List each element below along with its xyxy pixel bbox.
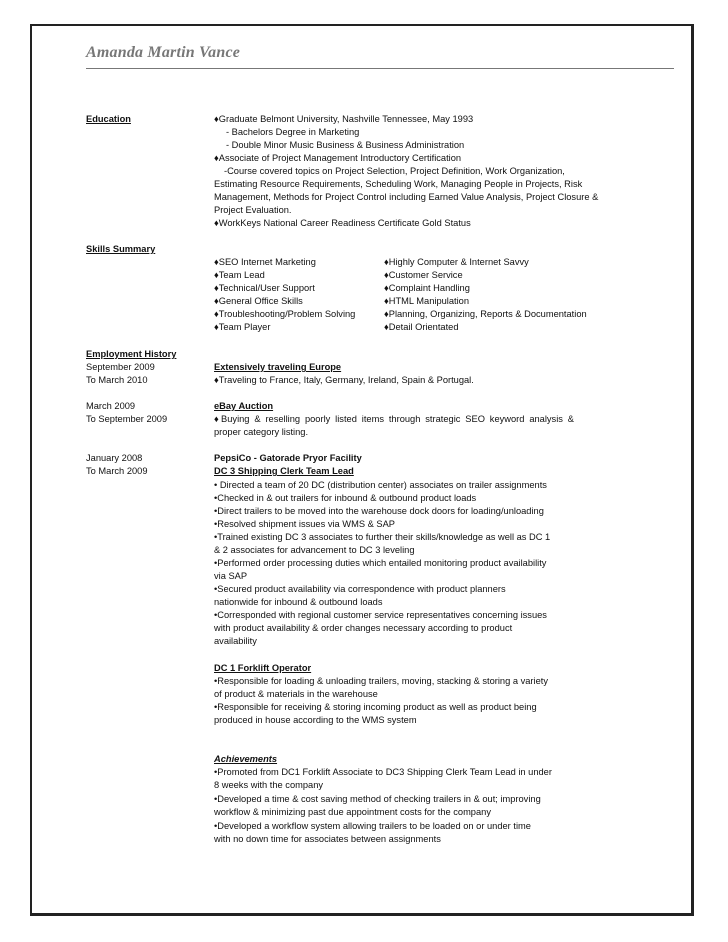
education-line: - Bachelors Degree in Marketing <box>226 127 360 137</box>
skill-item: ♦Team Lead <box>214 270 265 280</box>
skill-item: ♦SEO Internet Marketing <box>214 257 316 267</box>
job-line: •Resolved shipment issues via WMS & SAP <box>214 519 395 529</box>
job-line: •Performed order processing duties which entailed monitoring product availability <box>214 558 547 568</box>
skill-item: ♦General Office Skills <box>214 296 303 306</box>
job-line: •Responsible for receiving & storing incoming product as well as product being <box>214 702 537 712</box>
resume-name: Amanda Martin Vance <box>86 44 241 61</box>
job-title: DC 3 Shipping Clerk Team Lead <box>214 466 354 476</box>
education-line: Project Evaluation. <box>214 205 292 215</box>
skill-item: ♦Detail Orientated <box>384 322 459 332</box>
employment-heading: Employment History <box>86 349 177 359</box>
skill-item: ♦Team Player <box>214 322 271 332</box>
skill-item: ♦Technical/User Support <box>214 283 315 293</box>
achievement-line: •Developed a time & cost saving method of checking trailers in & out; improving <box>214 794 541 804</box>
achievement-line: workflow & minimizing past due appointment costs for the company <box>214 807 491 817</box>
education-line: Estimating Resource Requirements, Scheduling Work, Managing People in Projects, Risk <box>214 179 583 189</box>
job-date-from: September 2009 <box>86 362 155 372</box>
job-line: nationwide for inbound & outbound loads <box>214 597 383 607</box>
name-divider <box>86 68 674 69</box>
skill-item: ♦Customer Service <box>384 270 463 280</box>
job-date-to: To March 2009 <box>86 466 148 476</box>
achievement-line: •Developed a workflow system allowing trailers to be loaded on or under time <box>214 821 531 831</box>
job-date-to: To March 2010 <box>86 375 148 385</box>
job-line: proper category listing. <box>214 427 309 437</box>
job-line: with product availability & order changes necessary according to product <box>214 623 513 633</box>
job-line: •Corresponded with regional customer service representatives concerning issues <box>214 610 547 620</box>
education-heading: Education <box>86 114 131 124</box>
job-title: Extensively traveling Europe <box>214 362 342 372</box>
achievements-title: Achievements <box>214 754 278 764</box>
job-line: •Trained existing DC 3 associates to further their skills/knowledge as well as DC 1 <box>214 532 551 542</box>
education-line: Management, Methods for Project Control including Earned Value Analysis, Project Closure & <box>214 192 599 202</box>
job-line: •Checked in & out trailers for inbound & outbound product loads <box>214 493 477 503</box>
job-line: of product & materials in the warehouse <box>214 689 378 699</box>
job-company: PepsiCo - Gatorade Pryor Facility <box>214 453 362 463</box>
job-date-to: To September 2009 <box>86 414 168 424</box>
job-line: •Direct trailers to be moved into the warehouse dock doors for loading/unloading <box>214 506 544 516</box>
skill-item: ♦Planning, Organizing, Reports & Documentation <box>384 309 587 319</box>
job-date-from: January 2008 <box>86 453 143 463</box>
education-line: ♦WorkKeys National Career Readiness Certificate Gold Status <box>214 218 471 228</box>
job-line: • Directed a team of 20 DC (distribution center) associates on trailer assignments <box>214 480 547 490</box>
achievement-line: 8 weeks with the company <box>214 780 324 790</box>
skill-item: ♦HTML Manipulation <box>384 296 470 306</box>
achievement-line: with no down time for associates between assignments <box>214 834 441 844</box>
job-line: availability <box>214 636 257 646</box>
skill-item: ♦Troubleshooting/Problem Solving <box>214 309 356 319</box>
job-line: produced in house according to the WMS system <box>214 715 417 725</box>
job-line: •Secured product availability via correspondence with product planners <box>214 584 506 594</box>
job-line: via SAP <box>214 571 248 581</box>
skills-heading: Skills Summary <box>86 244 156 254</box>
job-line: ♦Traveling to France, Italy, Germany, Ireland, Spain & Portugal. <box>214 375 474 385</box>
education-line: ♦Associate of Project Management Introductory Certification <box>214 153 462 163</box>
education-line: -Course covered topics on Project Selection, Project Definition, Work Organization, <box>224 166 565 176</box>
job-line: & 2 associates for advancement to DC 3 leveling <box>214 545 415 555</box>
job-line: •Responsible for loading & unloading trailers, moving, stacking & storing a variety <box>214 676 548 686</box>
education-line: - Double Minor Music Business & Business Administration <box>226 140 465 150</box>
skill-item: ♦Complaint Handling <box>384 283 470 293</box>
job-line: ♦Buying & reselling poorly listed items through strategic SEO keyword analysis & <box>214 414 574 424</box>
education-line: ♦Graduate Belmont University, Nashville Tennessee, May 1993 <box>214 114 474 124</box>
skill-item: ♦Highly Computer & Internet Savvy <box>384 257 529 267</box>
job-title: DC 1 Forklift Operator <box>214 663 312 673</box>
achievement-line: •Promoted from DC1 Forklift Associate to DC3 Shipping Clerk Team Lead in under <box>214 767 552 777</box>
job-date-from: March 2009 <box>86 401 136 411</box>
job-title: eBay Auction <box>214 401 274 411</box>
